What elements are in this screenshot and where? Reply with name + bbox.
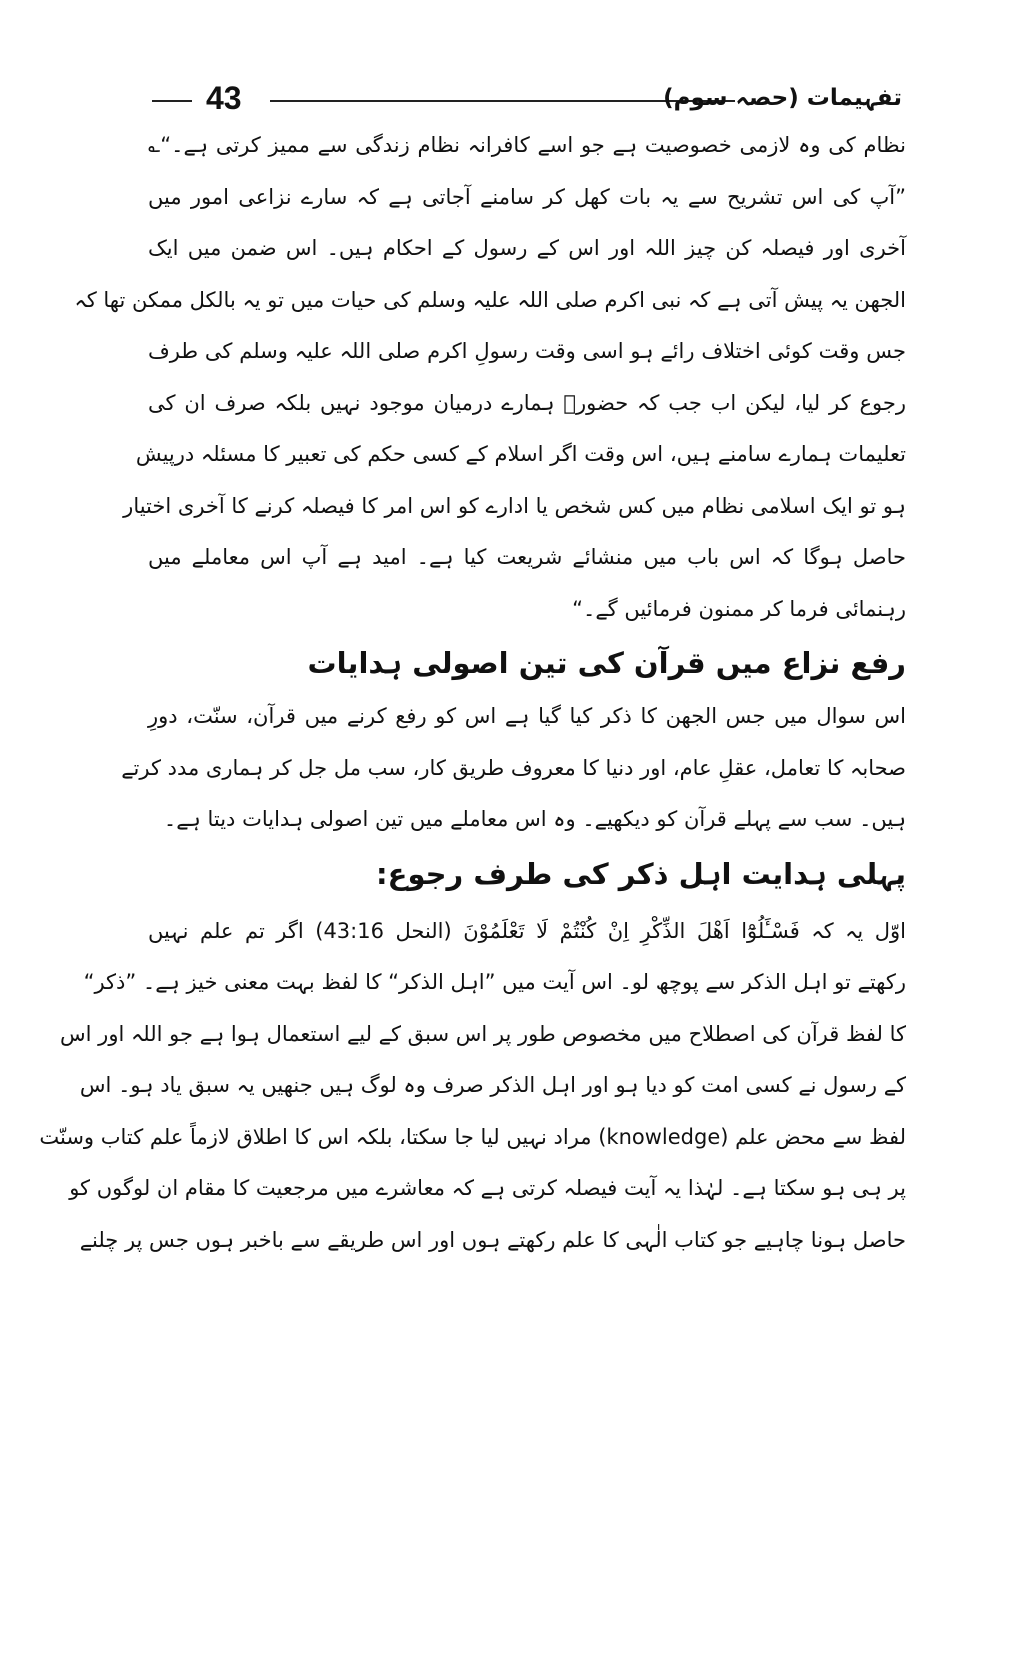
running-title: تفہیمات (حصہ سوم) bbox=[663, 85, 902, 111]
page-content bbox=[39, 120, 906, 1266]
text-line: رجوع کر لیا، لیکن اب جب کہ حضورؐ ہمارے درمیان موجود نہیں بلکہ صرف ان کی bbox=[148, 390, 906, 415]
text-line: اس سوال میں جس الجھن کا ذکر کیا گیا ہے اس کو رفع کرنے میں قرآن، سنّت، دورِ bbox=[148, 704, 906, 728]
text-line: ہیں۔ سب سے پہلے قرآن کو دیکھیے۔ وہ اس معاملے میں تین اصولی ہدایات دیتا ہے۔ bbox=[163, 807, 906, 831]
text-line: کا لفظ قرآن کی اصطلاح میں مخصوص طور پر اس سبق کے لیے استعمال ہوا ہے جو اللہ اور اس bbox=[60, 1021, 906, 1046]
page-number: 43 bbox=[206, 80, 242, 116]
text-line: صحابہ کا تعامل، عقلِ عام، اور دنیا کا معروف طریق کار، سب مل جل کر ہماری مدد کرتے bbox=[121, 755, 906, 780]
text-line: ہو تو ایک اسلامی نظام میں کس شخص یا ادارے کو اس امر کا فیصلہ کرنے کا آخری اختیار bbox=[123, 493, 906, 518]
text-line: نظام کی وہ لازمی خصوصیت ہے جو اسے کافرانہ نظام زندگی سے ممیز کرتی ہے۔“؎ bbox=[148, 133, 906, 157]
text-line: تعلیمات ہمارے سامنے ہیں، اس وقت اگر اسلام کے کسی حکم کی تعبیر کا مسئلہ درپیش bbox=[135, 442, 906, 466]
text-line: حاصل ہوگا کہ اس باب میں منشائے شریعت کیا ہے۔ امید ہے آپ اس معاملے میں bbox=[148, 545, 906, 569]
text-line: لفظ سے محض علم (knowledge) مراد نہیں لیا جا سکتا، بلکہ اس کا اطلاق لازماً علم کتاب وسنّت bbox=[39, 1124, 906, 1149]
section-heading: رفع نزاع میں قرآن کی تین اصولی ہدایات bbox=[307, 646, 906, 680]
text-line: ”آپ کی اس تشریح سے یہ بات کھل کر سامنے آجاتی ہے کہ سارے نزاعی امور میں bbox=[148, 184, 906, 209]
text-line: کے رسول نے کسی امت کو دیا ہو اور اہل الذکر صرف وہ لوگ ہیں جنھیں یہ سبق یاد ہو۔ اس bbox=[79, 1073, 906, 1097]
text-line: پر ہی ہو سکتا ہے۔ لہٰذا یہ آیت فیصلہ کرتی ہے کہ معاشرے میں مرجعیت کا مقام ان لوگوں کو bbox=[69, 1176, 906, 1200]
text-line: اوّل یہ کہ فَسْـَٔلُوْٓا اَهْلَ الذِّكْرِ اِنْ كُنْتُمْ لَا تَعْلَمُوْنَ (النحل 43:16) اگر تم علم نہیں bbox=[148, 918, 906, 943]
text-line: الجھن یہ پیش آتی ہے کہ نبی اکرم صلی اللہ علیہ وسلم کی حیات میں تو یہ بالکل ممکن تھا کہ bbox=[74, 287, 906, 312]
text-line: رہنمائی فرما کر ممنون فرمائیں گے۔“ bbox=[572, 596, 906, 621]
page-header bbox=[152, 78, 902, 118]
text-line: جس وقت کوئی اختلاف رائے ہو اسی وقت رسولِ اکرم صلی اللہ علیہ وسلم کی طرف bbox=[148, 339, 906, 363]
text-line: آخری اور فیصلہ کن چیز اللہ اور اس کے رسول کے احکام ہیں۔ اس ضمن میں ایک bbox=[148, 236, 906, 260]
text-line: رکھتے تو اہل الذکر سے پوچھ لو۔ اس آیت میں ”اہل الذکر“ کا لفظ بہت معنی خیز ہے۔ ”ذکر“ bbox=[83, 970, 906, 994]
header-rule-left bbox=[152, 100, 192, 102]
text-line: حاصل ہونا چاہیے جو کتاب الٰہی کا علم رکھتے ہوں اور اس طریقے سے باخبر ہوں جس پر چلنے bbox=[79, 1227, 906, 1252]
section-heading: پہلی ہدایت اہل ذکر کی طرف رجوع: bbox=[376, 856, 906, 891]
